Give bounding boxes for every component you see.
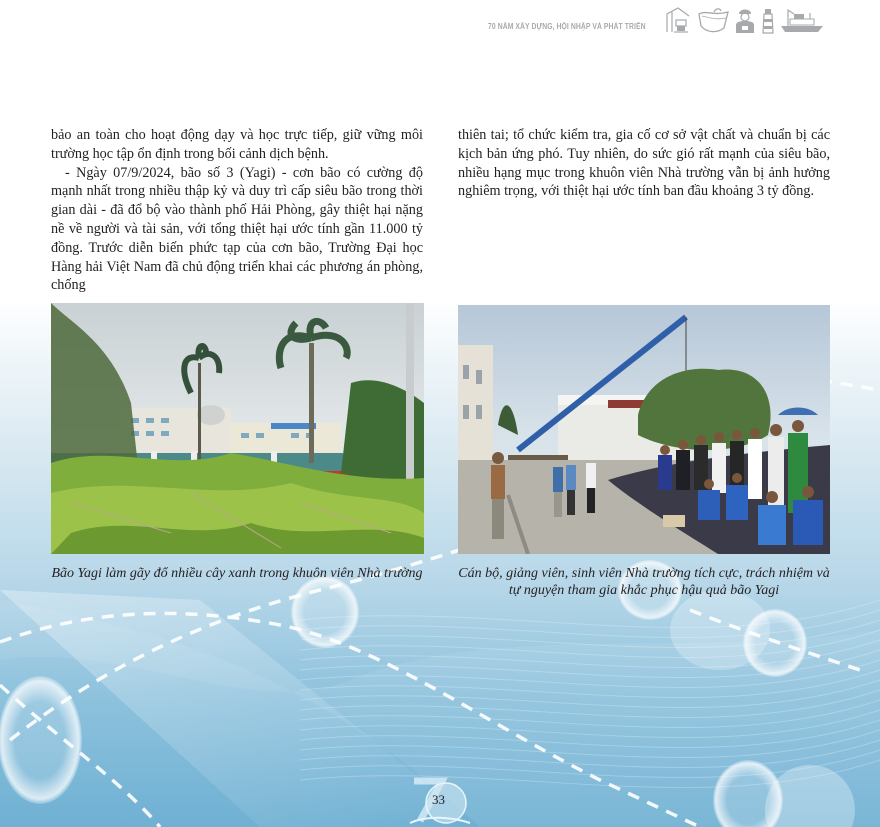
port-crane-icon bbox=[664, 6, 692, 34]
paragraph: - Ngày 07/9/2024, bão số 3 (Yagi) - cơn bão có cường độ mạnh nhất trong nhiều thập kỷ và duy trì cấp siêu bão trong thời gian dài - đã đổ bộ vào thành phố Hải Phòng, gây thiệt hại nặng nề về người và tài sản, với tổng thiệt hại ước tính gần 11.000 tỷ đồng. Trước diễn biến phức tạp của cơn bão, Trường Đại học Hàng hải Việt Nam đã chủ động triển khai các phương án phòng, chống bbox=[51, 164, 423, 294]
figure-caption: Bão Yagi làm gãy đổ nhiều cây xanh trong khuôn viên Nhà trường bbox=[51, 566, 423, 581]
photo-fallen-trees bbox=[51, 303, 424, 554]
header-title: 70 NĂM XÂY DỰNG, HỘI NHẬP VÀ PHÁT TRIỂN bbox=[488, 22, 646, 31]
figure-caption: Cán bộ, giảng viên, sinh viên Nhà trường tích cực, trách nhiệm và tự nguyện tham gia khắc phục hậu quả bão Yagi bbox=[458, 566, 830, 598]
header-icon-row bbox=[664, 6, 824, 34]
cleanup-image bbox=[458, 305, 830, 554]
page-header bbox=[0, 0, 880, 45]
page-number: 33 bbox=[432, 792, 445, 807]
photo-cleanup-crew bbox=[458, 305, 830, 554]
text-column-right bbox=[458, 126, 830, 201]
text-column-left bbox=[51, 126, 423, 295]
worker-icon bbox=[734, 6, 756, 34]
cargo-ship-icon bbox=[780, 6, 824, 34]
paragraph: bảo an toàn cho hoạt động dạy và học trực tiếp, giữ vững môi trường học tập ổn định trong bối cảnh dịch bệnh. bbox=[51, 127, 423, 162]
storm-damage-image bbox=[51, 303, 424, 554]
ship-hull-icon bbox=[696, 6, 730, 34]
lighthouse-icon bbox=[760, 6, 776, 34]
paragraph: thiên tai; tổ chức kiểm tra, gia cố cơ sở vật chất và chuẩn bị các kịch bản ứng phó. Tuy nhiên, do sức gió rất mạnh của siêu bão, nhiều hạng mục trong khuôn viên Nhà trường vẫn bị ảnh hưởng nghiêm trọng, với thiệt hại ước tính ban đầu khoảng 3 tỷ đồng. bbox=[458, 127, 830, 200]
